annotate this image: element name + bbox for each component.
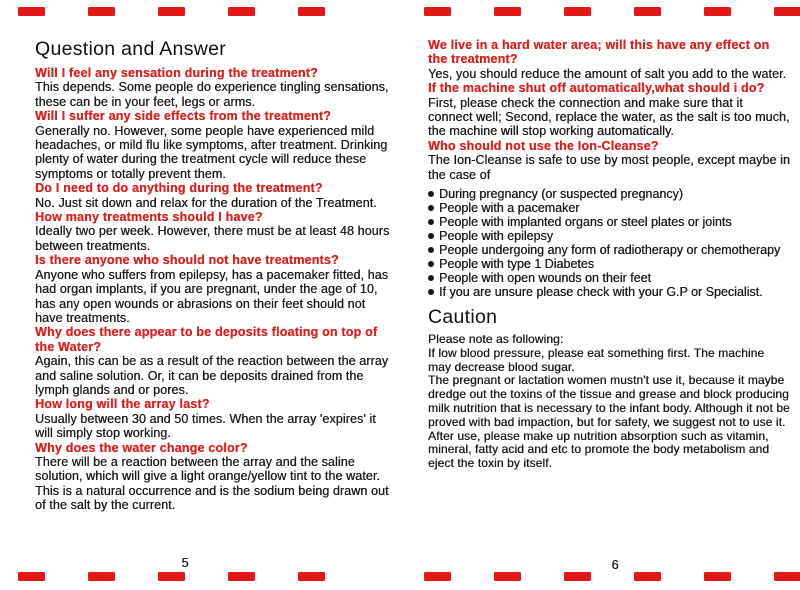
answer-text: Generally no. However, some people have experienced mild headaches, or mild flu like symptoms, after treatment. Drinking plenty of water during the treatment cycle will reduce these symptoms or totally prevent them. bbox=[35, 123, 388, 181]
qa-item bbox=[428, 139, 790, 182]
answer-text: This depends. Some people do experience tingling sensations, these can be in your feet, legs or arms. bbox=[35, 80, 389, 109]
registration-mark bbox=[634, 572, 661, 581]
registration-mark bbox=[704, 572, 731, 581]
question-text: Who should not use the Ion-Cleanse? bbox=[428, 138, 659, 153]
qa-item bbox=[35, 109, 391, 181]
qa-item bbox=[35, 397, 391, 440]
question-text: Will I feel any sensation during the treatment? bbox=[35, 66, 318, 80]
qa-item bbox=[35, 441, 391, 513]
list-item bbox=[428, 201, 790, 215]
registration-mark bbox=[228, 572, 255, 581]
qa-section-left bbox=[35, 66, 391, 513]
caution-paragraph: The pregnant or lactation women mustn't use it, because it maybe dredge out the toxins of the tissue and grease and block producing milk nutrition that is necessary to the infant body. Although it not be proved with bad impaction, but for safety, we suggest not to use it. bbox=[428, 373, 790, 429]
answer-text: Usually between 30 and 50 times. When the array 'expires' it will simply stop working. bbox=[35, 411, 376, 441]
question-text: Will I suffer any side effects from the treatment? bbox=[35, 109, 332, 124]
question-text: Is there anyone who should not have treatments? bbox=[35, 253, 339, 268]
question-text: Why does the water change color? bbox=[35, 440, 248, 455]
bullet-icon bbox=[428, 219, 434, 225]
qa-item bbox=[428, 38, 790, 81]
right-page-column bbox=[428, 38, 790, 471]
question-text: If the machine shut off automatically,what should i do? bbox=[428, 81, 765, 96]
question-text: How many treatments should I have? bbox=[35, 210, 263, 225]
caution-paragraph: If low blood pressure, please eat something first. The machine may decrease blood sugar. bbox=[428, 345, 765, 374]
qa-item bbox=[428, 81, 790, 139]
list-item-text: People with epilepsy bbox=[439, 229, 553, 244]
caution-heading: Caution bbox=[428, 306, 498, 329]
registration-mark bbox=[774, 572, 800, 581]
answer-text: First, please check the connection and make sure that it connect well; Second, replace the water, as the salt is too much, the machine will stop working automatically. bbox=[428, 95, 790, 139]
registration-mark bbox=[88, 572, 115, 581]
page-number-left: 5 bbox=[181, 556, 189, 570]
registration-mark bbox=[18, 7, 45, 16]
registration-mark bbox=[424, 7, 451, 16]
registration-mark bbox=[494, 572, 521, 581]
question-text: How long will the array last? bbox=[35, 397, 210, 412]
list-item bbox=[428, 257, 790, 271]
left-page-column bbox=[35, 38, 391, 513]
qa-item bbox=[35, 210, 391, 253]
page-number-right: 6 bbox=[611, 558, 619, 572]
list-item-text: People with a pacemaker bbox=[439, 201, 580, 216]
registration-mark bbox=[228, 7, 255, 16]
registration-mark bbox=[18, 572, 45, 581]
registration-mark bbox=[564, 7, 591, 16]
question-text: We live in a hard water area; will this have any effect on the treatment? bbox=[428, 38, 770, 67]
bullet-icon bbox=[428, 205, 434, 211]
bullet-icon bbox=[428, 233, 434, 239]
registration-mark bbox=[774, 7, 800, 16]
registration-mark bbox=[88, 7, 115, 16]
qa-item bbox=[35, 181, 391, 210]
list-item bbox=[428, 215, 790, 229]
registration-mark bbox=[634, 7, 661, 16]
registration-mark bbox=[494, 7, 521, 16]
caution-paragraph: After use, please make up nutrition absorption such as vitamin, mineral, fatty acid and etc to promote the body metabolism and eject the toxin by itself. bbox=[428, 428, 770, 471]
bullet-icon bbox=[428, 247, 434, 253]
caution-paragraph: Please note as following: bbox=[428, 332, 564, 347]
answer-text: Anyone who suffers from epilepsy, has a pacemaker fitted, has had organ implants, if you are pregnant, under the age of 10, has any open wounds or abrasions on their feet should not have treatments. bbox=[35, 267, 389, 325]
list-item bbox=[428, 243, 790, 257]
question-text: Do I need to do anything during the treatment? bbox=[35, 181, 323, 196]
answer-text: Ideally two per week. However, there must be at least 48 hours between treatments. bbox=[35, 224, 390, 253]
registration-mark bbox=[424, 572, 451, 581]
registration-mark bbox=[704, 7, 731, 16]
qa-item bbox=[35, 66, 391, 109]
qa-item bbox=[35, 253, 391, 325]
answer-text: Again, this can be as a result of the reaction between the array and saline solution. Or, it can be deposits drained from the lymph glands and or pores. bbox=[35, 354, 389, 397]
list-item bbox=[428, 285, 790, 299]
list-item-text: People with open wounds on their feet bbox=[439, 271, 651, 286]
answer-text: Yes, you should reduce the amount of salt you add to the water. bbox=[428, 66, 787, 81]
qa-section-right bbox=[428, 38, 790, 182]
list-item bbox=[428, 187, 790, 201]
registration-mark bbox=[298, 572, 325, 581]
contraindications-list bbox=[428, 187, 790, 299]
qa-item bbox=[35, 325, 391, 397]
registration-mark bbox=[158, 572, 185, 581]
answer-text: No. Just sit down and relax for the duration of the Treatment. bbox=[35, 195, 377, 210]
registration-mark bbox=[298, 7, 325, 16]
registration-mark bbox=[158, 7, 185, 16]
page-title: Question and Answer bbox=[35, 38, 227, 60]
question-text: Why does there appear to be deposits floating on top of the Water? bbox=[35, 325, 378, 354]
list-item-text: If you are unsure please check with your G.P or Specialist. bbox=[439, 285, 763, 300]
caution-section bbox=[428, 333, 790, 471]
list-item bbox=[428, 271, 790, 285]
list-item-text: During pregnancy (or suspected pregnancy) bbox=[439, 187, 683, 202]
list-item bbox=[428, 229, 790, 243]
bullet-icon bbox=[428, 191, 434, 197]
list-item-text: People with type 1 Diabetes bbox=[439, 257, 594, 272]
list-item-text: People undergoing any form of radiotherapy or chemotherapy bbox=[439, 243, 781, 258]
list-item-text: People with implanted organs or steel plates or joints bbox=[439, 215, 732, 230]
registration-mark bbox=[564, 572, 591, 581]
answer-text: The Ion-Cleanse is safe to use by most people, except maybe in the case of bbox=[428, 153, 790, 182]
answer-text: There will be a reaction between the array and the saline solution, which will give a light orange/yellow tint to the water. This is a natural occurrence and is the sodium being drawn out of the salt by the current. bbox=[35, 454, 389, 513]
bullet-icon bbox=[428, 261, 434, 267]
bullet-icon bbox=[428, 275, 434, 281]
bullet-icon bbox=[428, 289, 434, 295]
